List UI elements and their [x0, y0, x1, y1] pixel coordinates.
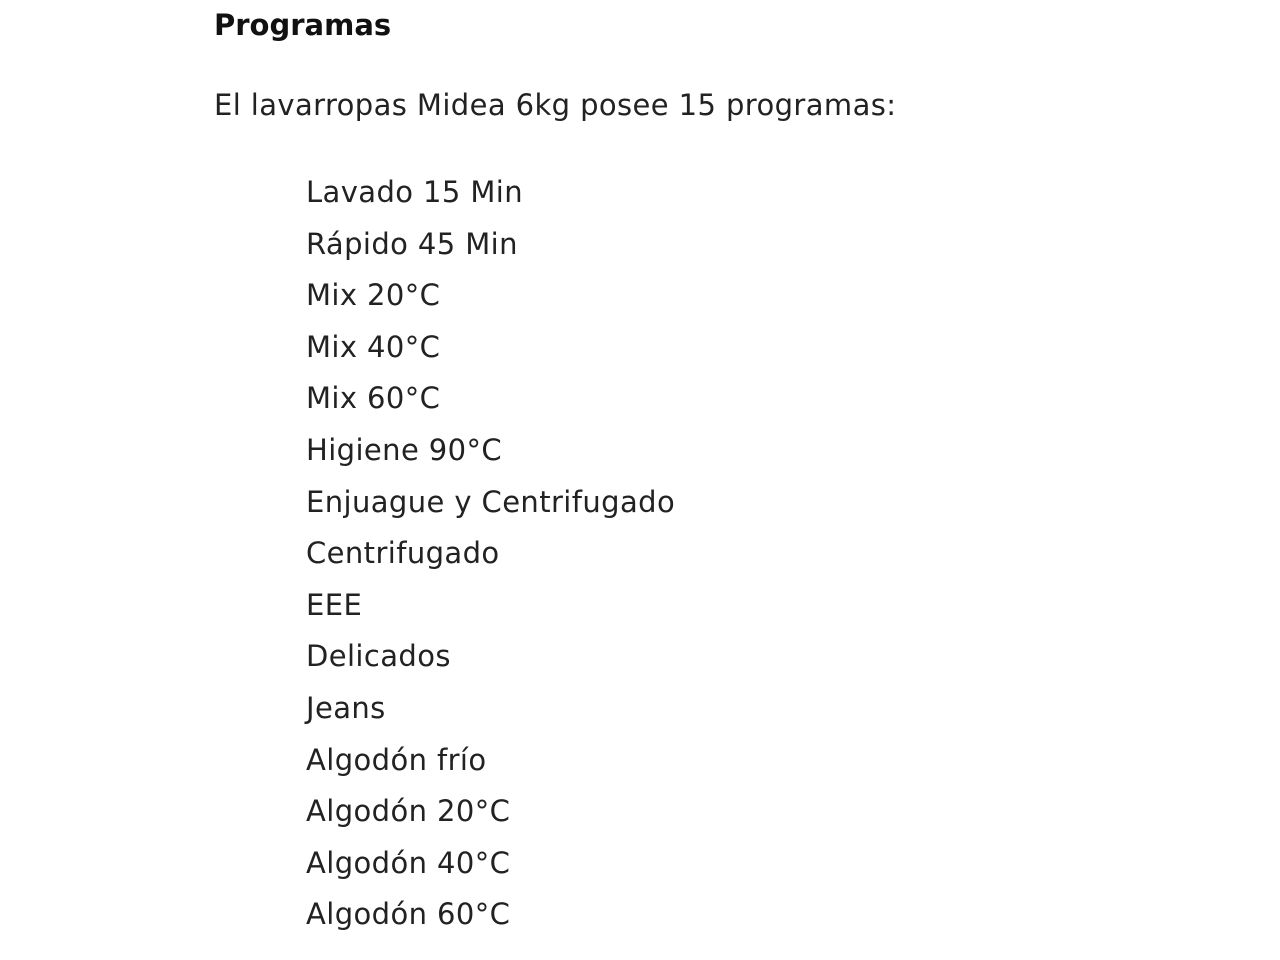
- program-item: Algodón 60°C: [306, 897, 511, 932]
- program-item: EEE: [306, 587, 363, 622]
- program-item: Mix 60°C: [306, 381, 441, 416]
- program-item: Rápido 45 Min: [306, 226, 518, 261]
- program-item: Algodón frío: [306, 742, 487, 777]
- program-item: Algodón 20°C: [306, 794, 511, 829]
- program-item: Higiene 90°C: [306, 432, 503, 467]
- programs-list: [306, 170, 675, 944]
- intro-paragraph: El lavarropas Midea 6kg posee 15 programas:: [214, 88, 897, 122]
- program-item: Mix 20°C: [306, 278, 441, 313]
- section-heading: Programas: [214, 8, 392, 42]
- program-item: Lavado 15 Min: [306, 175, 524, 209]
- program-item: Algodón 40°C: [306, 845, 511, 880]
- program-item: Jeans: [306, 690, 386, 725]
- program-item: Delicados: [306, 639, 451, 674]
- program-item: Centrifugado: [306, 536, 500, 571]
- program-item: Enjuague y Centrifugado: [306, 484, 676, 519]
- program-item: Mix 40°C: [306, 329, 441, 364]
